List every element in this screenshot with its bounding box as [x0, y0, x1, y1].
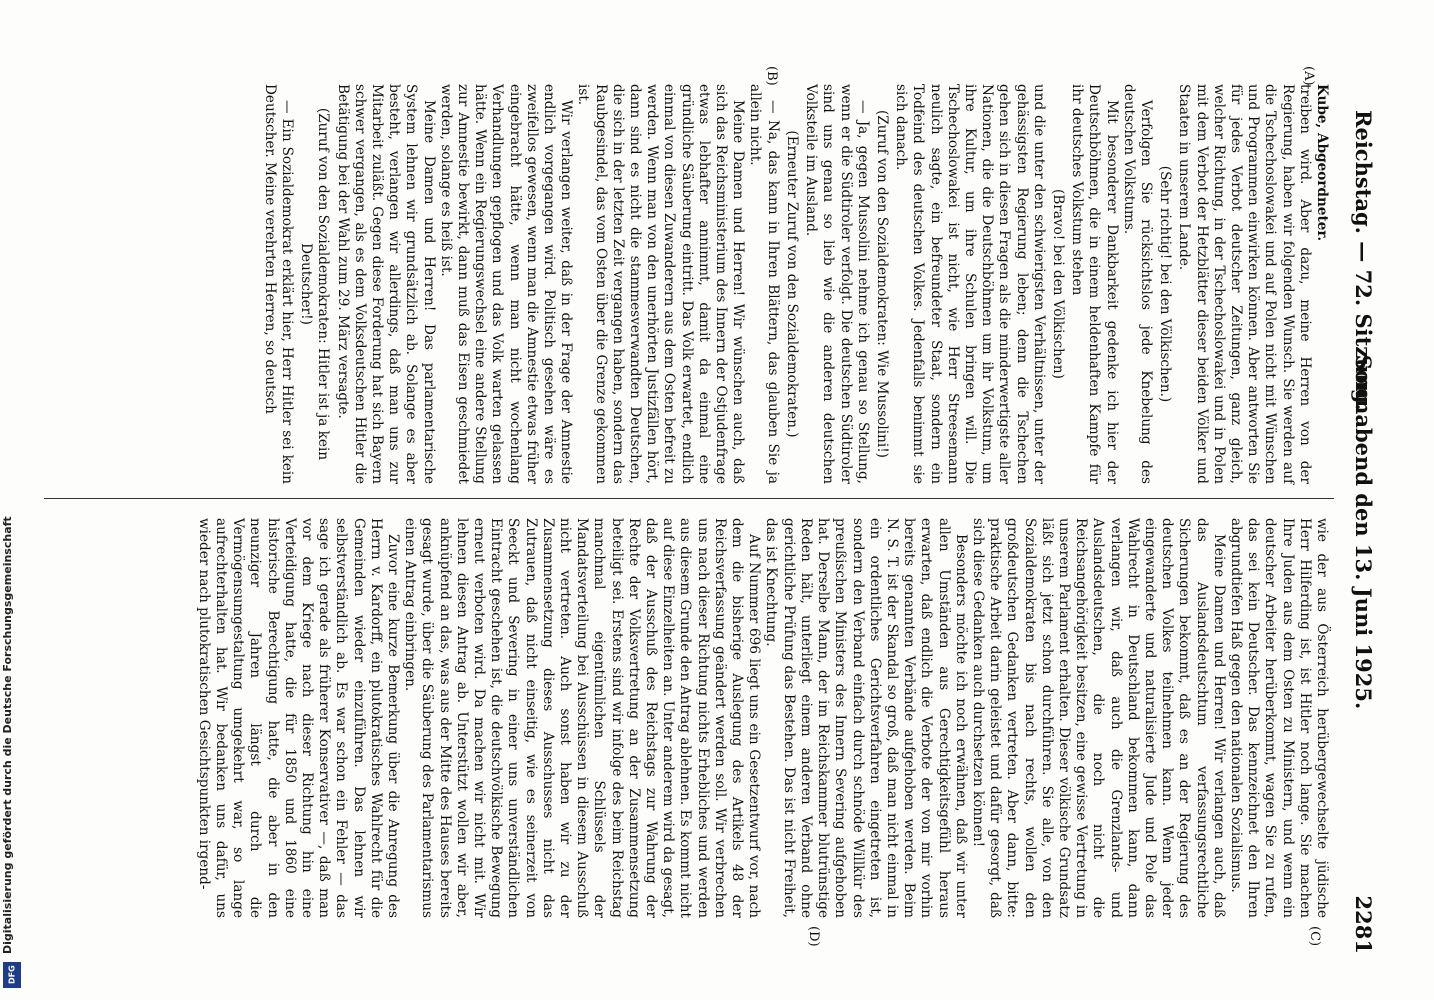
paragraph: wie der aus Österreich herübergewechselte jüdische Herr Hilferding ist, ist Hitler noch lange. Sie machen Ihre Juden aus dem Osten zu Ministern, und wenn ein deutscher Arbeiter herüberkommt, wagen Sie zu rufen, das sei kein Deutscher. Das kennzeichnet den Ihren abgrundtiefen Haß gegen den nationalen Sozialismus. [1227, 518, 1330, 918]
right-column [195, 518, 1330, 918]
paragraph: Meine Damen und Herren! Das parlamentarische System lehnen wir grundsätzlich ab. Solange es aber besteht, verlangen wir allerdings, daß man uns zur Mitarbeit zuläßt. Gegen diese Forderung hat sich Bayern schwer vergangen, als es dem Volksdeutschen Hitler die Betätigung bei der Wahl zum 29. März versagte. [334, 84, 437, 484]
interjection: (Bravo! bei den Völkischen) [1049, 189, 1066, 379]
header-session: Reichstag. — 72. Sitzung. [1351, 110, 1376, 411]
column-divider [44, 498, 1334, 499]
digitization-footer [0, 0, 30, 994]
interjection: (Zuruf von den Sozialdemokraten: Hitler ist ja kein Deutscher!) [298, 107, 332, 461]
paragraph: Wir verlangen weiter, daß in der Frage der Amnestie endlich vorgegangen wird. Politisch gesehen wäre es zweifellos gewesen, wenn man die Amnestie etwas früher eingebracht hätte, wenn man nicht wochenlang Verhandlungen gepflogen und das Volk warten gelassen hätte. Wenn ein Regierungswechsel eine andere Stellung zur Amnestie bewirkt, dann muß das Eisen geschmiedet werden, solange es heiß ist. [437, 84, 575, 484]
paragraph: Zuvor eine kurze Bemerkung über die Anregung des Herrn v. Kardorff, ein plutokratisches Wahlrecht für die Gemeinden wieder einzuführen. Das lehnen wir selbstverständlich ab. Es war schon ein Fehler — das sage ich gerade als früherer Konservativer —, daß man vor dem Kriege nach dieser Richtung hin eine Verteidigung hatte, die für 1850 und 1860 eine historische Berechtigung hatte, die aber in den neunziger Jahren längst durch die Vermögensumgestaltung umgekehrt war, so lange aufrechterhalten hat. Wir bedanken uns dafür, uns wieder nach plutokratischen Gesichtspunkten irgend- [195, 518, 402, 918]
interjection: (Erneuter Zuruf von den Sozialdemokraten.) [783, 130, 800, 438]
margin-marker-d: (D) [806, 926, 821, 947]
margin-marker-b: (B) [764, 66, 779, 86]
margin-marker-c: (C) [1307, 926, 1322, 947]
paragraph: Auf Nummer 696 liegt uns ein Gesetzentwurf vor, nach dem die bisherige Auslegung des Artikels 48 der Reichsverfassung geändert werden soll. Wir verbrechen uns nach dieser Richtung nichts Erhebliches und werden aus diesem Grunde den Antrag ablehnen. Es kommt nicht auf diese Einzelheiten an. Unter anderem wird da gesagt, daß der Ausschuß des Reichstags zur Wahrung der Rechte der Volksvertretung an der Zusammensetzung beteiligt sei. Erstens sind wir infolge des beim Reichstag manchmal eigentümlichen Schlüssels der Mandatsverteilung bei Ausschüssen in diesem Ausschuß nicht vertreten. Auch sonst haben wir zu der Zusammensetzung dieses Ausschusses nicht das Zutrauen, daß nicht einseitig, wie es seinerzeit von Seeckt und Severing in einer uns unverständlichen Eintracht geschehen ist, die deutschvölkische Bewegung erneut verboten wird. Da machen wir nicht mit. Wir lehnen diesen Antrag ab. Unterstützt wollen wir aber, anknüpfend an das, was aus der Mitte des Hauses bereits gesagt wurde, über die Säuberung des Parlamentarismus einen Antrag einbringen. [402, 518, 763, 918]
paragraph: Mit besonderer Dankbarkeit gedenke ich hier der Deutschböhmen, die in einem heldenhaften Kampfe für ihr deutsches Volkstum stehen [1069, 84, 1120, 484]
margin-marker-a: (A) [1301, 66, 1316, 86]
dfg-logo: DFG [3, 962, 21, 988]
funding-note: Digitalisierung gefördert durch die Deutsche Forschungsgemeinschaft [1, 516, 14, 954]
paragraph: Meine Damen und Herren! Wir verlangen auch, daß das Auslandsdeutschtum verfassungsrechtliche Sicherungen bekommt, daß es an der Regierung des deutschen Volkes teilnehmen kann. Wenn jeder eingewanderte und naturalisierte Jude und Pole das Wahlrecht in Deutschland bekommen kann, dann verlangen wir, daß auch die Grenzlands- und Auslandsdeutschen, die noch nicht die Reichsangehörigkeit besitzen, eine gewisse Vertretung in unserem Parlament erhalten. Dieser völkische Grundsatz läßt sich jetzt schon durchführen. Sie alle, von den Sozialdemokraten bis nach rechts, wollen den großdeutschen Gedanken vertreten. Aber dann, bitte: praktische Arbeit darin geleistet und dafür gesorgt, daß sich diese Gedanken auch durchsetzen können! [969, 518, 1227, 918]
paragraph: und die unter den schwierigsten Verhältnissen, unter der gehässigsten Regierung leben; denn die Tschechen gehen sich in diesen Fragen als die minderwertigste aller Nationen, die die Deutschböhmen um ihr Volkstum, um ihre Kultur, um ihre Schulen bringen will. Die Tschechoslowakei ist nicht, wie Herr Streesemann neulich sagte, ein befreundeter Staat, sondern ein Todfeind des deutschen Volkes. Jedenfalls benimmt sie sich danach. [893, 84, 1047, 484]
paragraph: — Na, das kann in Ihren Blättern, das glauben Sie ja allein nicht. [747, 84, 781, 484]
page-number: 2281 [1351, 895, 1376, 954]
speaker-name: Kube, Abgeordneter. [1314, 84, 1330, 242]
interjection: (Zuruf von den Sozialdemokraten: Wie Mussolini!) [873, 110, 890, 458]
interjection: (Sehr richtig! bei den Völkischen.) [1157, 165, 1174, 403]
paragraph: — Ja, gegen Mussolini nehme ich genau so Stellung, wenn er die Südtiroler verfolgt. Die deutschen Südtiroler sind uns genau so lieb wie die anderen deutschen Volksteile im Ausland. [803, 84, 871, 484]
left-column [261, 84, 1330, 484]
paragraph: Besonders möchte ich noch erwähnen, daß wir unter allen Umständen aus Gerechtigkeitsgefühl heraus erwarten, daß endlich die Verbote der von mir vorhin bereits genannten Verbände aufgehoben werden. Beim N. S. T. ist der Skandal so groß, daß man nicht einmal in ein ordentliches Gerichtsverfahren eingetreten ist, sondern den Verband einfach durch schnöde Willkür des preußischen Ministers des Innern Severing aufgehoben hat. Derselbe Mann, der im Reichskammer blutrünstige Reden hält, unterliegt einem anderen Verband ohne gerichtliche Prüfung das Bestehen. Das ist nicht Freiheit, das ist Knechtung. [763, 518, 969, 918]
header-date: Sonnabend den 13. Juni 1925. [1351, 354, 1376, 710]
paragraph: — Ein Sozialdemokrat erklärt hier, Herr Hitler sei kein Deutscher. Meine verehrten Herren, so deutsch [261, 84, 296, 484]
paragraph: Meine Damen und Herren! Wir wünschen auch, daß sich das Reichsministerium des Innern der Ostjudenfrage etwas lebhafter annimmt, damit da einmal eine gründliche Säuberung eintritt. Das Volk erwartet, endlich einmal von diesen Zuwanderern aus dem Osten befreit zu werden. Wenn man von den unerhörten Justizfällen hört, dann sind es nicht die stammesverwandten Deutschen, die sich in der letzten Zeit vergangen haben, sondern das Raubgesindel, das vom Osten über die Grenze gekommen ist. [575, 84, 747, 484]
paragraph: treiben wird. Aber dazu, meine Herren von der Regierung, haben wir folgenden Wunsch. Sie werden auf die Tschechoslowakei und auf Polen nicht mit Wünschen und Programmen einwirken können. Aber antworten Sie für jedes Verbot deutscher Zeitungen, ganz gleich, welcher Richtung, in der Tschechoslowakei und in Polen mit dem Verbot der Hetzblätter dieser beiden Völker und Staaten in unserem Lande. [1176, 84, 1313, 484]
paragraph: Verfolgen Sie rücksichtslos jede Knebelung des deutschen Volkstums. [1120, 84, 1154, 484]
page-header [1336, 110, 1376, 954]
